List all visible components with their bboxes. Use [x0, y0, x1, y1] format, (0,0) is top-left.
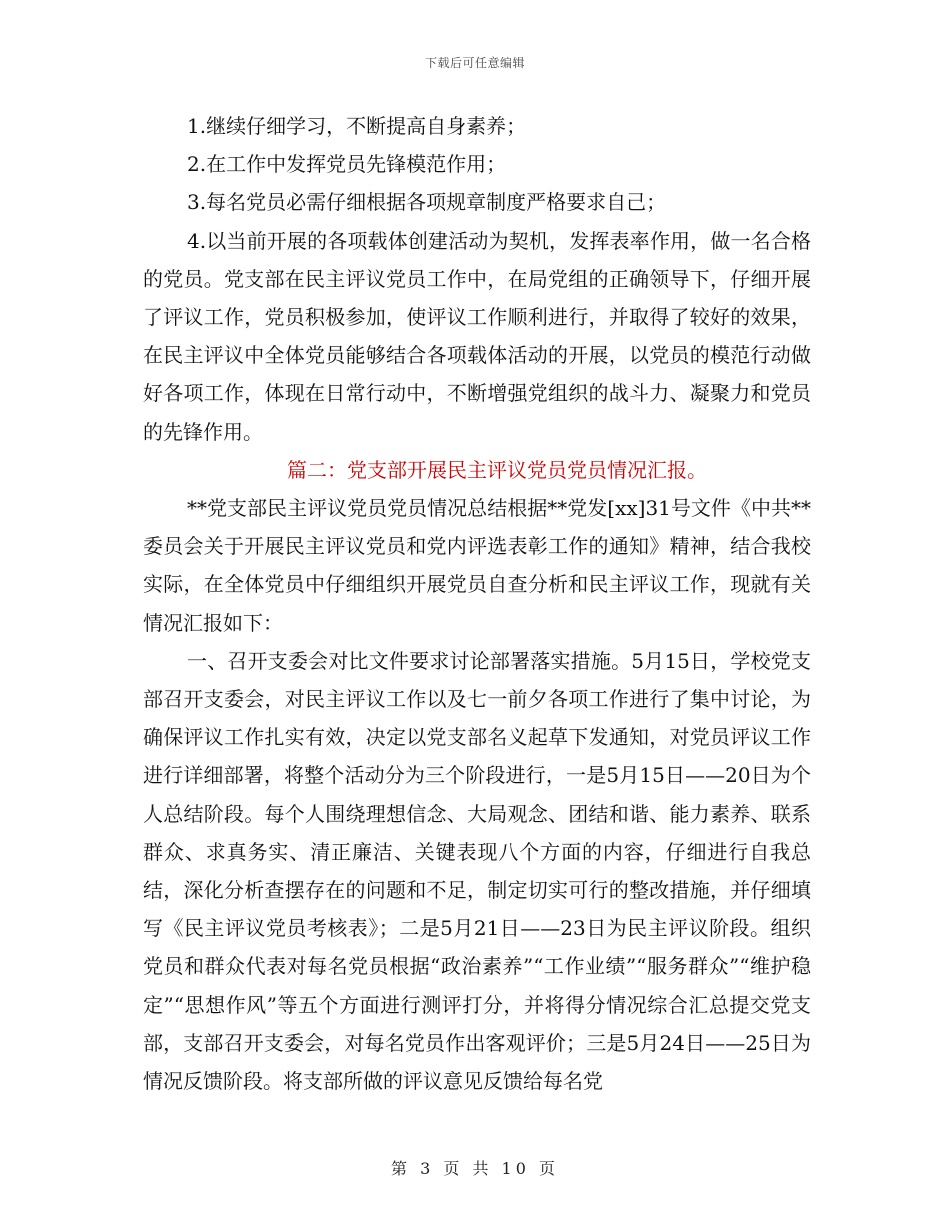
list-item-4: 4.以当前开展的各项载体创建活动为契机，发挥表率作用，做一名合格的党员。党支部在民主评议党员工作中，在局党组的正确领导下，仔细开展了评议工作，党员积极参加，使评议工作顺利进行，并取得了较好的效果，在民主评议中全体党员能够结合各项载体活动的开展，以党员的模范行动做好各项工作，体现在日常行动中，不断增强党组织的战斗力、凝聚力和党员的先锋作用。: [143, 228, 811, 444]
paragraph-intro: **党支部民主评议党员党员情况总结根据**党发[xx]31号文件《中共**委员会关于开展民主评议党员和党内评选表彰工作的通知》精神，结合我校实际，在全体党员中仔细组织开展党员自查分析和民主评议工作，现就有关情况汇报如下：: [143, 496, 811, 635]
paragraph-section-one: 一、召开支委会对比文件要求讨论部署落实措施。5月15日，学校党支部召开支委会，对民主评议工作以及七一前夕各项工作进行了集中讨论，为确保评议工作扎实有效，决定以党支部名义起草下发通知，对党员评议工作进行详细部署，将整个活动分为三个阶段进行，一是5月15日——20日为个人总结阶段。每个人围绕理想信念、大局观念、团结和谐、能力素养、联系群众、求真务实、清正廉洁、关键表现八个方面的内容，仔细进行自我总结，深化分析查摆存在的问题和不足，制定切实可行的整改措施，并仔细填写《民主评议党员考核表》；二是5月21日——23日为民主评议阶段。组织党员和群众代表对每名党员根据“政治素养”“工作业绩”“服务群众”“维护稳定”“思想作风”等五个方面进行测评打分，并将得分情况综合汇总提交党支部，支部召开支委会，对每名党员作出客观评价；三是5月24日——25日为情况反馈阶段。将支部所做的评议意见反馈给每名党: [143, 648, 811, 1094]
list-item-3: 3.每名党员必需仔细根据各项规章制度严格要求自己；: [187, 190, 667, 215]
document-body: [143, 107, 811, 1100]
section-title: 篇二：党支部开展民主评议党员党员情况汇报。: [287, 457, 707, 482]
header-note: 下载后可任意编辑: [424, 56, 525, 70]
list-item-1: 1.继续仔细学习，不断提高自身素养；: [187, 114, 527, 138]
list-item-2: 2.在工作中发挥党员先锋模范作用；: [187, 152, 507, 177]
page-number-footer: 第 3 页 共 10 页: [391, 1159, 559, 1178]
